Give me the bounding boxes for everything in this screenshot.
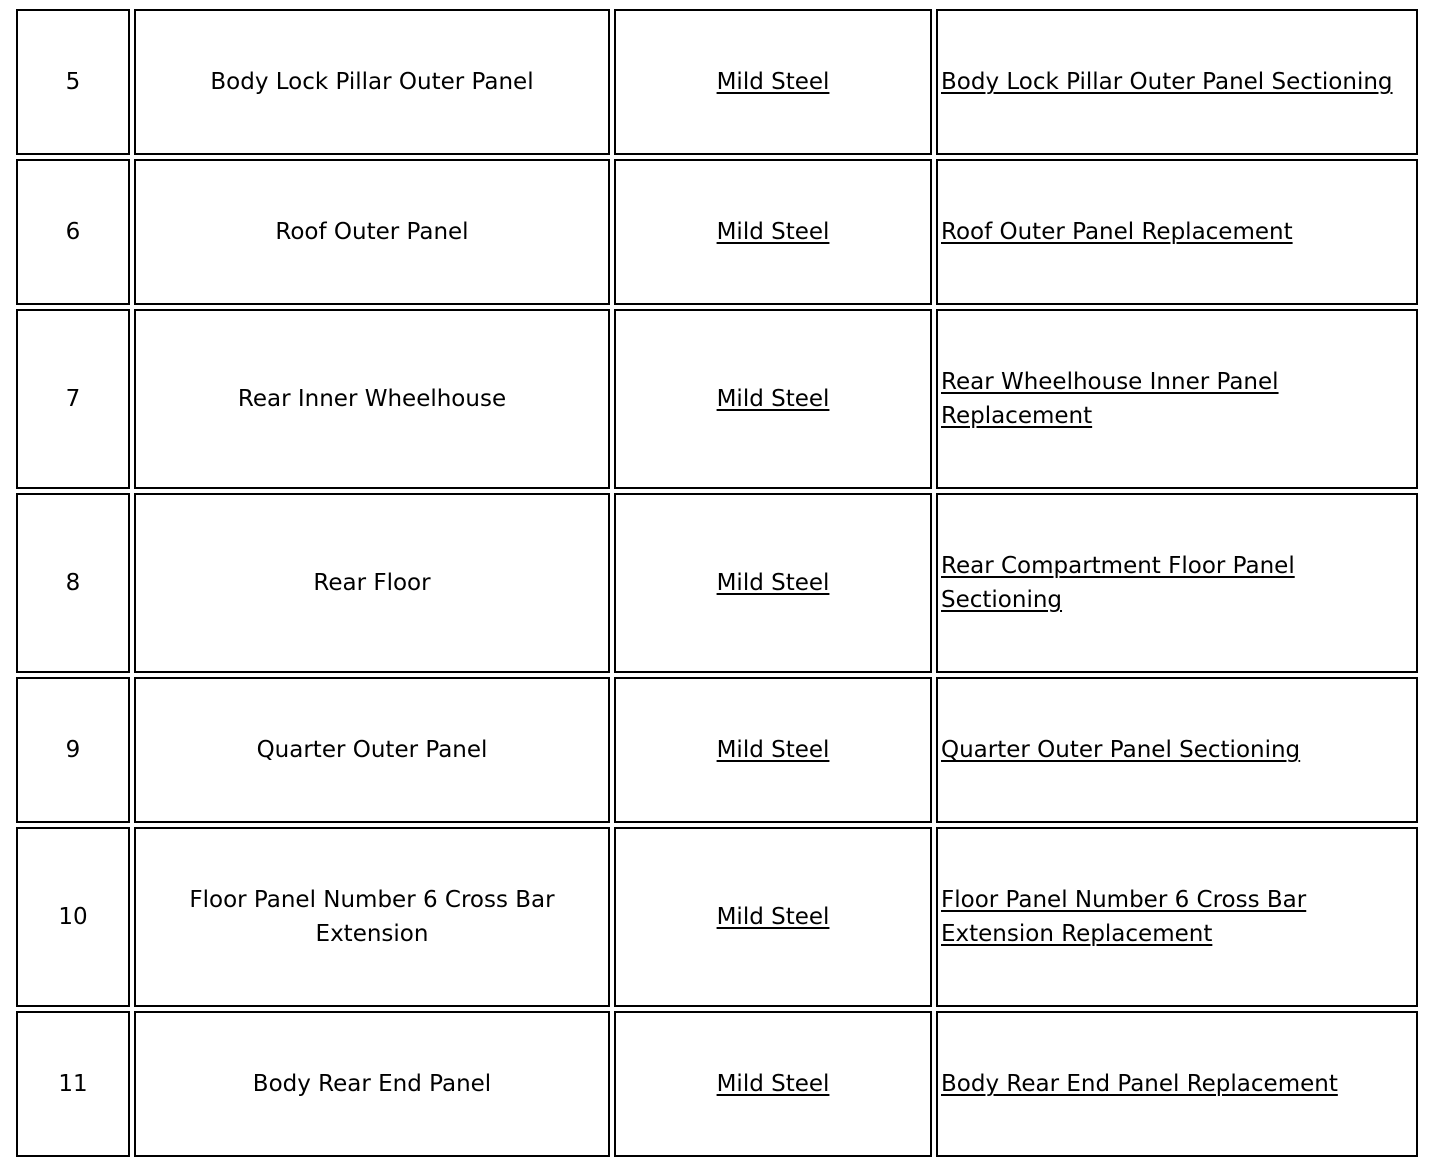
part-name: Body Lock Pillar Outer Panel — [134, 9, 610, 155]
material-link[interactable]: Mild Steel — [716, 737, 830, 763]
table-row — [16, 677, 1418, 823]
procedure-link[interactable]: Quarter Outer Panel Sectioning — [941, 737, 1301, 763]
item-number: 8 — [16, 493, 130, 673]
part-name: Roof Outer Panel — [134, 159, 610, 305]
item-number: 5 — [16, 9, 130, 155]
table-row — [16, 493, 1418, 673]
item-number: 11 — [16, 1011, 130, 1157]
material-link[interactable]: Mild Steel — [716, 570, 830, 596]
material-link[interactable]: Mild Steel — [716, 386, 830, 412]
procedure-link[interactable]: Rear Wheelhouse Inner Panel Replacement — [941, 369, 1279, 429]
material-link[interactable]: Mild Steel — [716, 69, 830, 95]
part-name: Rear Inner Wheelhouse — [134, 309, 610, 489]
item-number: 10 — [16, 827, 130, 1007]
parts-table — [12, 5, 1422, 1161]
table-row — [16, 1011, 1418, 1157]
procedure-link[interactable]: Body Rear End Panel Replacement — [941, 1071, 1338, 1097]
procedure-link[interactable]: Roof Outer Panel Replacement — [941, 219, 1293, 245]
part-name: Rear Floor — [134, 493, 610, 673]
material-link[interactable]: Mild Steel — [716, 219, 830, 245]
table-row — [16, 309, 1418, 489]
procedure-link[interactable]: Body Lock Pillar Outer Panel Sectioning — [941, 69, 1393, 95]
procedure-link[interactable]: Rear Compartment Floor Panel Sectioning — [941, 553, 1295, 613]
table-row — [16, 827, 1418, 1007]
material-link[interactable]: Mild Steel — [716, 904, 830, 930]
item-number: 9 — [16, 677, 130, 823]
procedure-link[interactable]: Floor Panel Number 6 Cross Bar Extension Replacement — [941, 887, 1307, 947]
item-number: 7 — [16, 309, 130, 489]
part-name: Floor Panel Number 6 Cross Bar Extension — [134, 827, 610, 1007]
material-link[interactable]: Mild Steel — [716, 1071, 830, 1097]
table-row — [16, 9, 1418, 155]
part-name: Body Rear End Panel — [134, 1011, 610, 1157]
table-row — [16, 159, 1418, 305]
part-name: Quarter Outer Panel — [134, 677, 610, 823]
item-number: 6 — [16, 159, 130, 305]
